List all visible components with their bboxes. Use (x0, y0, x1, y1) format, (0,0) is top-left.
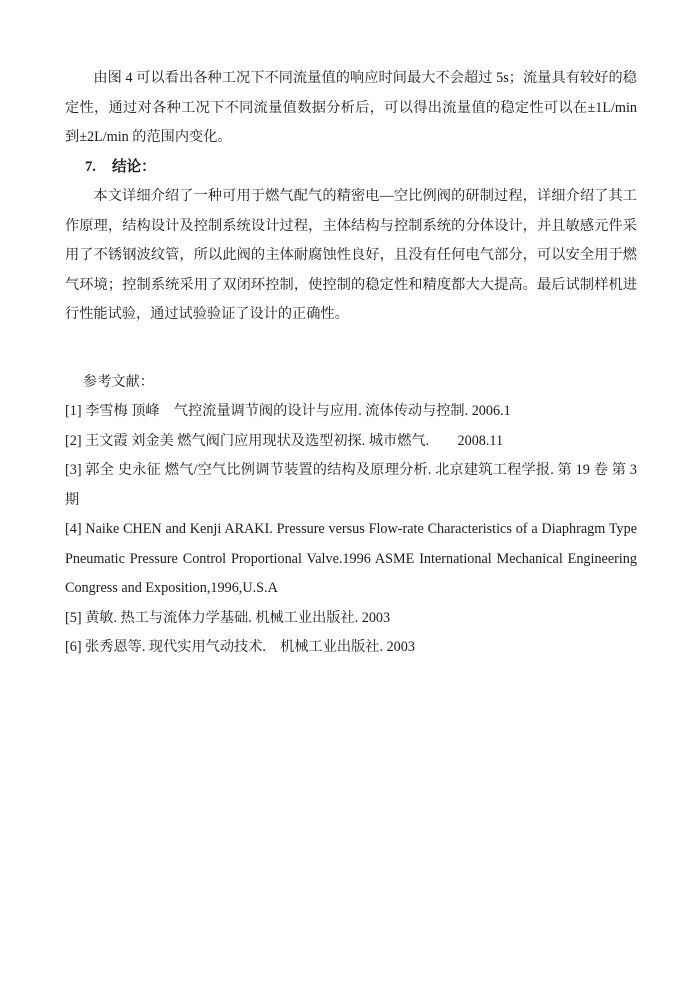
references-section (65, 368, 637, 663)
reference-item-3: [3] 郭全 史永征 燃气/空气比例调节装置的结构及原理分析. 北京建筑工程学报. 第 19 卷 第 3 期 (65, 462, 637, 508)
section-number: 7. (85, 158, 96, 175)
section-title: 结论： (111, 158, 156, 175)
references-heading: 参考文献： (83, 373, 154, 390)
reference-item-1: [1] 李雪梅 顶峰 气控流量调节阀的设计与应用. 流体传动与控制. 2006.1 (65, 403, 511, 419)
paragraph-conclusion: 本文详细介绍了一种可用于燃气配气的精密电—空比例阀的研制过程，详细介绍了其工作原理，结构设计及控制系统设计过程，主体结构与控制系统的分体设计，并且敏感元件采用了不锈钢波纹管，所以此阀的主体耐腐蚀性良好，且没有任何电气部分，可以安全用于燃气环境；控制系统采用了双闭环控制，使控制的稳定性和精度都大大提高。最后试制样机进行性能试验，通过试验验证了设计的正确性。 (65, 188, 637, 322)
reference-item-6: [6] 张秀恩等. 现代实用气动技术. 机械工业出版社. 2003 (65, 639, 415, 655)
section-heading-conclusion (65, 153, 637, 183)
reference-item-4: [4] Naike CHEN and Kenji ARAKI. Pressure versus Flow-rate Characteristics of a Diaphragm Type Pneumatic Pressure Control Proportional Valve.1996 ASME International Mechanical Engineering Congress and Exposition,1996,U.S.A (65, 521, 637, 596)
reference-item-2: [2] 王文霞 刘金美 燃气阀门应用现状及选型初探. 城市燃气. 2008.11 (65, 432, 504, 449)
paragraph-flow-stability: 由图 4 可以看出各种工况下不同流量值的响应时间最大不会超过 5s；流量具有较好的稳定性，通过对各种工况下不同流量值数据分析后，可以得出流量值的稳定性可以在±1L/min 到±2L/min 的范围内变化。 (65, 70, 637, 145)
reference-item-5: [5] 黄敏. 热工与流体力学基础. 机械工业出版社. 2003 (65, 609, 391, 626)
